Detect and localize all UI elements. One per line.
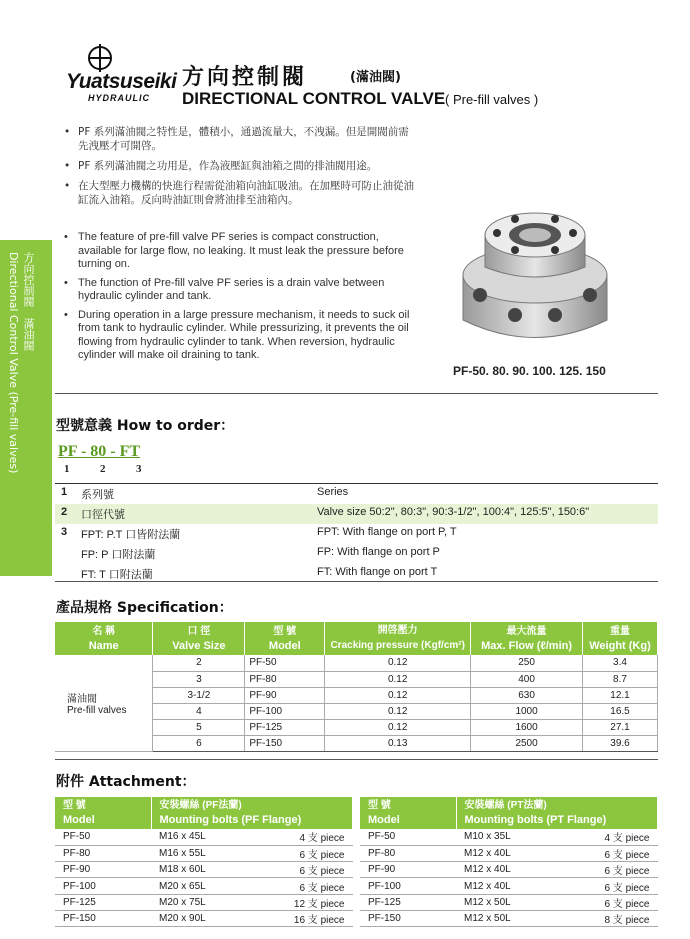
table-row: [55, 829, 353, 845]
cell-weight: 16.5: [583, 703, 658, 719]
position-number: 3: [136, 463, 142, 475]
cell-weight: 8.7: [583, 671, 658, 687]
row-label-en: FP: With flange on port P: [317, 546, 440, 558]
table-row: [360, 894, 658, 910]
list-item: • PF 系列滿油閥之特性是，體積小，通過流量大，不洩漏。但是開閥前需先洩壓才可開啓。: [62, 125, 417, 153]
row-label-zh: FPT: P.T 口皆附法蘭: [81, 529, 181, 541]
table-row: [55, 484, 658, 505]
table-row: [55, 845, 353, 861]
cell-qty: 16 支 piece: [249, 910, 353, 926]
list-item: • The function of Pre-fill valve PF series is a drain valve between hydraulic cylinder and tank.: [62, 277, 417, 304]
cell-model: PF-90: [55, 862, 151, 878]
row-label-en: FPT: With flange on port P, T: [317, 526, 457, 538]
product-name-en: Pre-fill valves: [67, 704, 127, 716]
page-title-en: DIRECTIONAL CONTROL VALVE: [182, 89, 446, 108]
row-label-zh: FT: T 口附法蘭: [81, 569, 153, 581]
header-cracking-pressure: 開啓壓力 Cracking pressure (Kgf/cm²): [325, 622, 471, 655]
cell-bolt: M18 x 60L: [151, 862, 249, 878]
row-label-en: Valve size 50:2", 80:3", 90:3-1/2", 100:4", 125:5", 150:6": [313, 504, 658, 524]
position-number: 1: [64, 463, 70, 475]
table-row: [55, 504, 658, 524]
order-code-positions: [64, 463, 172, 475]
cell-bolt: M20 x 75L: [151, 894, 249, 910]
cell-bolt: M12 x 40L: [456, 878, 558, 894]
cell-model: PF-50: [245, 655, 325, 671]
cell-model: PF-125: [360, 894, 456, 910]
order-code-table: [55, 483, 658, 584]
table-row: [55, 878, 353, 894]
cell-model: PF-80: [360, 845, 456, 861]
cell-flow: 2500: [471, 735, 583, 751]
cell-valve-size: 6: [153, 735, 245, 751]
side-tab-label: [6, 252, 36, 473]
cell-model: PF-50: [360, 829, 456, 845]
cell-model: PF-150: [360, 910, 456, 926]
cell-model: PF-100: [245, 703, 325, 719]
cell-model: PF-80: [245, 671, 325, 687]
cell-qty: 6 支 piece: [558, 862, 657, 878]
header-mounting-bolts: 安裝螺絲 (PF法蘭) Mounting bolts (PF Flange): [151, 797, 353, 829]
table-header-row: [360, 797, 658, 829]
cell-weight: 39.6: [583, 735, 658, 751]
cell-model: PF-150: [245, 735, 325, 751]
list-item: • 在大型壓力機構的快進行程需從油箱向油缸吸油。在加壓時可防止油從油缸流入油箱。反向時油缸則會將油排至油箱內。: [62, 179, 417, 207]
cell-weight: 27.1: [583, 719, 658, 735]
table-row: [55, 524, 658, 544]
attachment-table-pt: [360, 797, 658, 927]
cell-qty: 6 支 piece: [558, 845, 657, 861]
cell-pressure: 0.12: [325, 655, 471, 671]
row-number: 2: [55, 504, 77, 524]
cell-bolt: M20 x 65L: [151, 878, 249, 894]
header-mounting-bolts: 安裝螺絲 (PT法蘭) Mounting bolts (PT Flange): [456, 797, 658, 829]
table-row: [360, 878, 658, 894]
cell-valve-size: 3: [153, 671, 245, 687]
cell-pressure: 0.13: [325, 735, 471, 751]
cell-bolt: M12 x 50L: [456, 910, 558, 926]
cell-model: PF-150: [55, 910, 151, 926]
divider: [55, 581, 658, 582]
table-row: [360, 862, 658, 878]
product-caption: PF-50. 80. 90. 100. 125. 150: [453, 364, 606, 378]
section-title-specification: 產品規格 Specification：: [56, 600, 233, 616]
row-number: 1: [55, 484, 77, 505]
cell-bolt: M12 x 40L: [456, 862, 558, 878]
cell-flow: 630: [471, 687, 583, 703]
row-number: [55, 544, 77, 564]
cell-valve-size: 4: [153, 703, 245, 719]
cell-flow: 1000: [471, 703, 583, 719]
cell-qty: 12 支 piece: [249, 894, 353, 910]
header-max-flow: 最大流量 Max. Flow (ℓ/min): [471, 622, 583, 655]
cell-valve-size: 2: [153, 655, 245, 671]
table-row: [360, 829, 658, 845]
cell-bolt: M12 x 40L: [456, 845, 558, 861]
page-title-zh-sub: (滿油閥): [350, 70, 401, 85]
header-model: 型 號 Model: [360, 797, 456, 829]
product-name-cell: [55, 655, 153, 751]
cell-model: PF-80: [55, 845, 151, 861]
divider: [55, 393, 658, 394]
table-row: [55, 910, 353, 926]
cell-model: PF-90: [360, 862, 456, 878]
cell-qty: 6 支 piece: [558, 894, 657, 910]
cell-qty: 8 支 piece: [558, 910, 657, 926]
cell-bolt: M16 x 45L: [151, 829, 249, 845]
divider: [55, 759, 658, 760]
cell-flow: 400: [471, 671, 583, 687]
header-weight: 重量 Weight (Kg): [583, 622, 658, 655]
list-item: • During operation in a large pressure mechanism, it needs to suck oil from tank to hydraulic cylinder. While pressurizing, it prevents the oil flowing from hydraulic cylinder to tank. When reversion, hydraulic cylinder will make oil draining to tank.: [62, 309, 417, 363]
cell-qty: 6 支 piece: [249, 845, 353, 861]
cell-weight: 3.4: [583, 655, 658, 671]
cell-flow: 1600: [471, 719, 583, 735]
cell-qty: 6 支 piece: [249, 878, 353, 894]
row-label-en: Series: [313, 484, 658, 505]
table-row: [360, 910, 658, 926]
row-label-en: FT: With flange on port T: [317, 566, 438, 578]
cell-model: PF-90: [245, 687, 325, 703]
header-model: 型 號 Model: [55, 797, 151, 829]
specification-table: [55, 622, 658, 752]
cell-pressure: 0.12: [325, 719, 471, 735]
page-title-en-sub: ( Pre-fill valves ): [445, 92, 539, 107]
table-row: [55, 655, 658, 671]
cell-model: PF-125: [245, 719, 325, 735]
attachment-table-pf: [55, 797, 353, 927]
table-header-row: [55, 797, 353, 829]
feature-list-zh: [62, 125, 417, 213]
cell-valve-size: 5: [153, 719, 245, 735]
cell-model: PF-50: [55, 829, 151, 845]
table-row: [360, 845, 658, 861]
table-row: [55, 862, 353, 878]
header-valve-size: 口 徑 Valve Size: [153, 622, 245, 655]
side-tab-label-zh: 方向控制閥 滿油閥: [22, 252, 35, 351]
row-label-zh: FP: P 口附法蘭: [81, 549, 156, 561]
order-code-example: PF - 80 - FT: [58, 443, 141, 460]
cell-weight: 12.1: [583, 687, 658, 703]
cell-qty: 6 支 piece: [558, 878, 657, 894]
cell-model: PF-100: [360, 878, 456, 894]
list-item: • PF 系列滿油閥之功用是，作為液壓缸與油箱之間的排油閥用途。: [62, 159, 417, 173]
side-tab-label-en: Directional Control Valve (Pre-fill valves): [7, 252, 20, 474]
cell-bolt: M12 x 50L: [456, 894, 558, 910]
cell-pressure: 0.12: [325, 687, 471, 703]
cell-model: PF-100: [55, 878, 151, 894]
header-name: 名 稱 Name: [55, 622, 153, 655]
valve-symbol-icon: [86, 44, 114, 72]
page-title-zh: 方向控制閥: [182, 65, 308, 90]
brand-subtitle: HYDRAULIC: [88, 93, 150, 103]
cell-qty: 4 支 piece: [558, 829, 657, 845]
position-number: 2: [100, 463, 106, 475]
table-header-row: [55, 622, 658, 655]
row-label-zh: 口徑代號: [77, 504, 313, 524]
list-item: • The feature of pre-fill valve PF series is compact construction, available for large flow, no leaking. It must leak the pressure before turning on.: [62, 231, 417, 272]
feature-list-en: [62, 231, 417, 368]
cell-model: PF-125: [55, 894, 151, 910]
row-number: 3: [61, 526, 68, 538]
cell-bolt: M10 x 35L: [456, 829, 558, 845]
table-row: [55, 544, 658, 564]
header-model: 型 號 Model: [245, 622, 325, 655]
table-row: [55, 894, 353, 910]
brand-logo: Yuatsuseiki: [66, 70, 177, 93]
cell-flow: 250: [471, 655, 583, 671]
cell-pressure: 0.12: [325, 703, 471, 719]
product-name-zh: 滿油閥: [67, 693, 97, 705]
section-title-attachment: 附件 Attachment：: [56, 774, 196, 790]
cell-bolt: M20 x 90L: [151, 910, 249, 926]
cell-valve-size: 3-1/2: [153, 687, 245, 703]
cell-qty: 6 支 piece: [249, 862, 353, 878]
cell-pressure: 0.12: [325, 671, 471, 687]
cell-bolt: M16 x 55L: [151, 845, 249, 861]
row-label-zh: 系列號: [77, 484, 313, 505]
product-image: [455, 205, 615, 350]
section-title-how-to-order: 型號意義 How to order：: [56, 418, 235, 434]
cell-qty: 4 支 piece: [249, 829, 353, 845]
